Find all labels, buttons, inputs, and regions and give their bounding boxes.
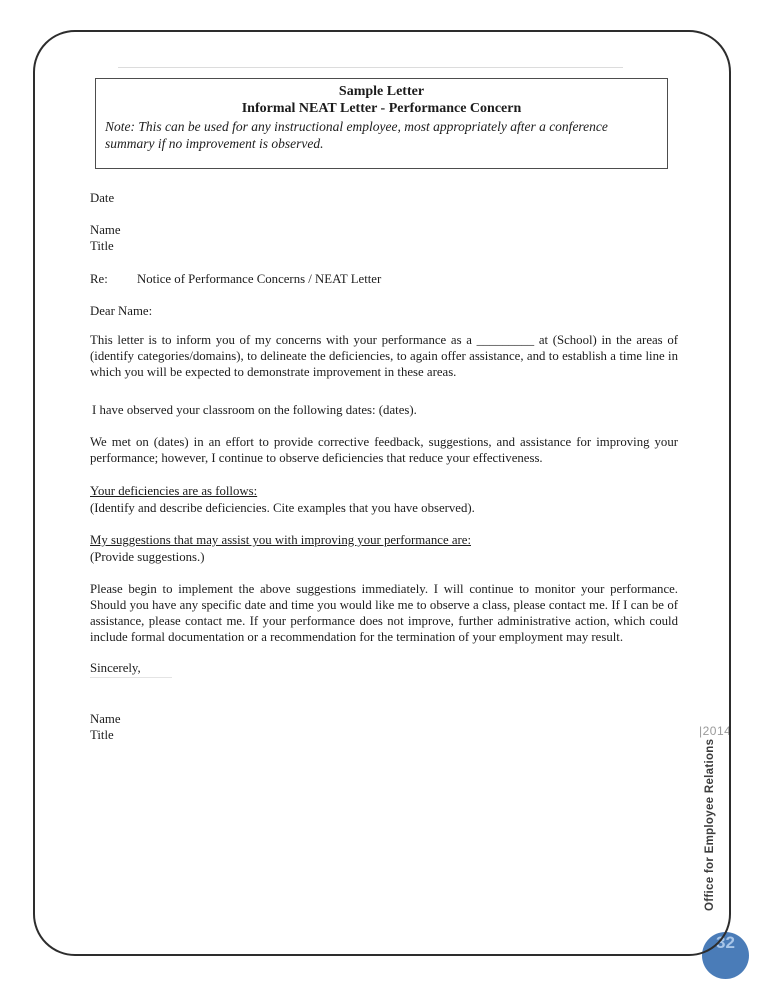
page-number: 32 [716, 933, 735, 952]
paragraph-implement: Please begin to implement the above suggestions immediately. I will continue to monitor your performance. Should you have any specific date and time you would like me to observe a class, please contact me. If I can be of assistance, please contact me. If your performance does not improve, further administrative action, which could include formal documentation or a recommendation for the termination of your employment may result. [90, 582, 678, 644]
recipient-title-placeholder: Title [90, 239, 114, 253]
paragraph-met: We met on (dates) in an effort to provide corrective feedback, suggestions, and assistance for improving your performance; however, I continue to observe deficiencies that reduce your effectiveness. [90, 435, 678, 465]
scan-artifact-line-top [118, 67, 623, 68]
sidebar-vertical-department-text: Office for Employee Relations [704, 738, 716, 911]
header-title: Sample Letter [338, 84, 425, 99]
recipient-name-placeholder: Name [90, 223, 121, 237]
paragraph-observed: I have observed your classroom on the following dates: (dates). [92, 403, 417, 417]
scan-artifact-line-signature [90, 677, 172, 678]
header-subtitle: Informal NEAT Letter - Performance Concern [241, 101, 522, 116]
date-placeholder: Date [90, 191, 115, 205]
signature-name-placeholder: Name [90, 712, 121, 726]
sample-letter-header-box [95, 78, 668, 169]
re-subject: Notice of Performance Concerns / NEAT Letter [137, 272, 382, 286]
deficiencies-heading: Your deficiencies are as follows: [90, 484, 258, 498]
page-number-badge [702, 932, 749, 979]
deficiencies-instruction: (Identify and describe deficiencies. Cite examples that you have observed). [90, 501, 475, 515]
signature-title-placeholder: Title [90, 728, 114, 742]
re-label: Re: [90, 272, 108, 286]
suggestions-instruction: (Provide suggestions.) [90, 550, 205, 564]
header-note: Note: This can be used for any instructional employee, most appropriately after a conference summary if no improvement is observed. [105, 119, 608, 151]
re-line [90, 271, 678, 287]
paragraph-intro: This letter is to inform you of my concerns with your performance as a _________ at (School) in the areas of (identify categories/domains), to delineate the deficiencies, to again offer assistance, and to establish a time line in which you will be expected to demonstrate improvement in these areas. [90, 333, 678, 379]
suggestions-heading: My suggestions that may assist you with improving your performance are: [90, 533, 471, 547]
closing: Sincerely, [90, 661, 141, 675]
footer-year-tag: |2014 [699, 724, 732, 738]
salutation: Dear Name: [90, 304, 153, 318]
